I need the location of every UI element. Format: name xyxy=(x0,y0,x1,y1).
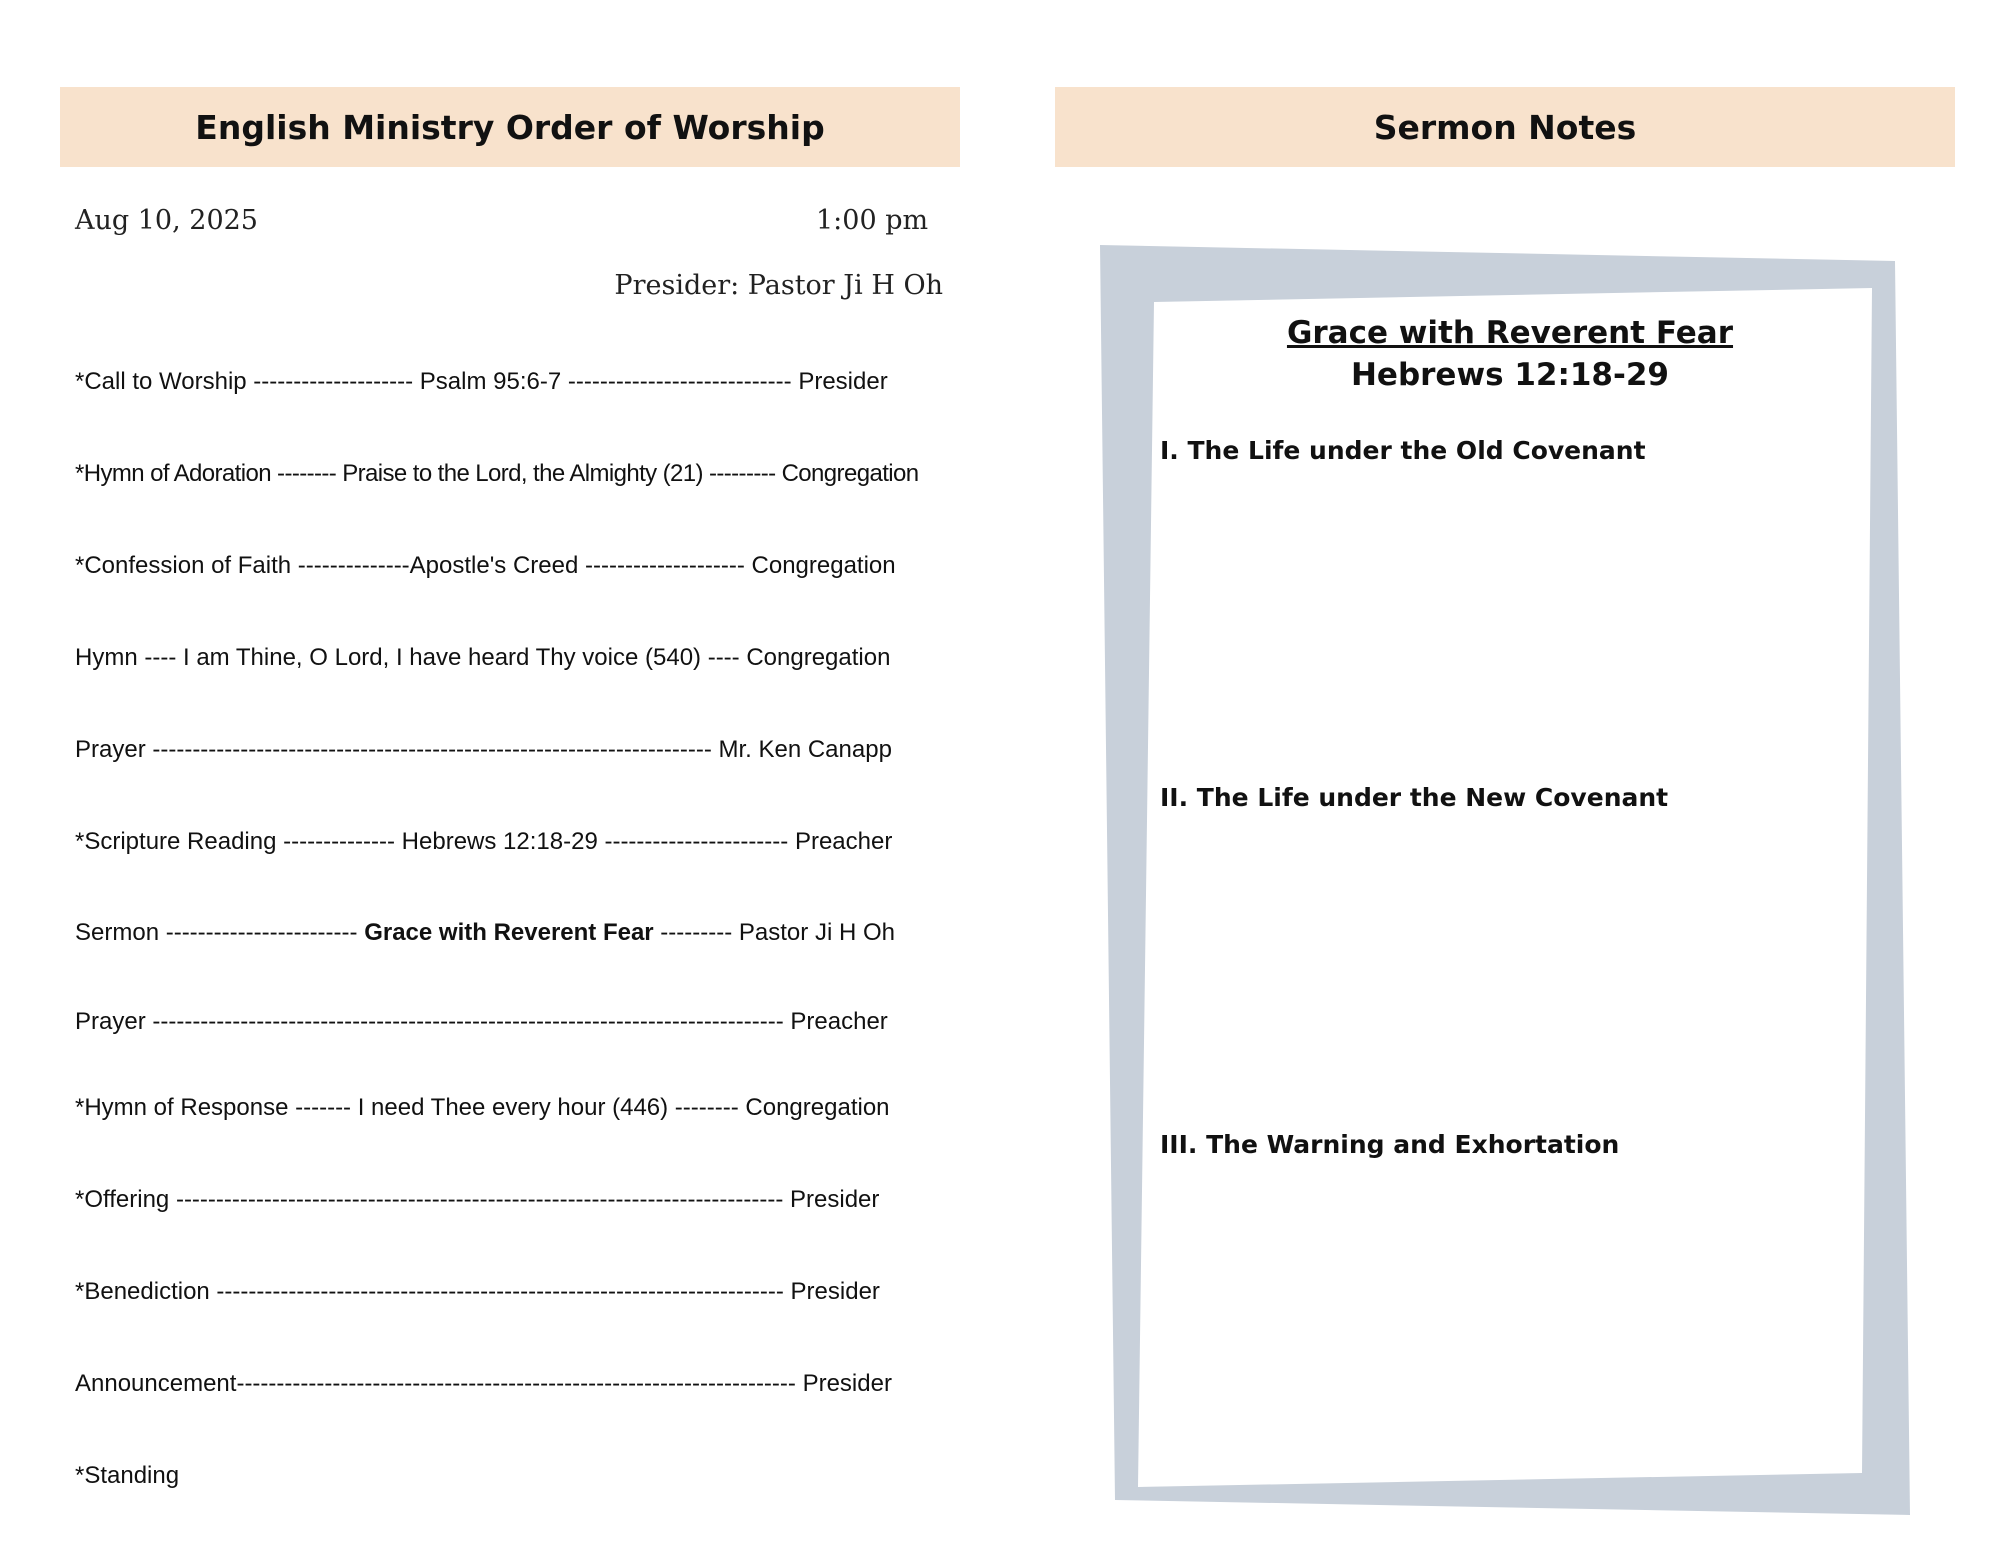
order-item-prayer xyxy=(75,736,945,764)
order-item-text: *Confession of Faith --------------Apostle's Creed -------------------- Congregation xyxy=(75,552,896,579)
sermon-title: Grace with Reverent Fear xyxy=(1286,315,1734,351)
order-item-hymn-of-response xyxy=(75,1094,945,1122)
order-item-confession-of-faith xyxy=(75,552,945,580)
sermon-point-2: II. The Life under the New Covenant xyxy=(1160,783,1669,812)
order-item-text: *Offering ---------------------------------------------------------------------------- Presider xyxy=(75,1186,880,1213)
order-item-text: Prayer ---------------------------------------------------------------------- Mr. Ken Canapp xyxy=(75,736,892,763)
order-item-text: *Scripture Reading -------------- Hebrews 12:18-29 ----------------------- Preacher xyxy=(75,828,893,855)
service-date: Aug 10, 2025 xyxy=(75,205,258,236)
service-time: 1:00 pm xyxy=(816,205,929,236)
order-item-text: *Hymn of Response ------- I need Thee every hour (446) -------- Congregation xyxy=(75,1094,890,1121)
order-item-hymn xyxy=(75,644,945,672)
sermon-suffix: --------- Pastor Ji H Oh xyxy=(653,919,895,946)
sermon-prefix: Sermon ------------------------ xyxy=(75,919,365,946)
sermon-notes-header: Sermon Notes xyxy=(1055,87,1955,167)
sermon-point-3: III. The Warning and Exhortation xyxy=(1160,1130,1620,1159)
order-item-offering xyxy=(75,1186,945,1214)
order-item-sermon xyxy=(75,919,945,947)
order-item-scripture-reading xyxy=(75,828,945,856)
order-item-text: Hymn ---- I am Thine, O Lord, I have heard Thy voice (540) ---- Congregation xyxy=(75,644,891,671)
order-item-hymn-of-adoration xyxy=(75,460,945,488)
order-item-text: *Hymn of Adoration -------- Praise to the Lord, the Almighty (21) --------- Congregation xyxy=(75,460,919,487)
order-item-text: Announcement---------------------------------------------------------------------- Presider xyxy=(75,1370,892,1397)
sermon-title-inline: Grace with Reverent Fear xyxy=(364,919,654,946)
order-item-benediction xyxy=(75,1278,945,1306)
order-item-text: *Call to Worship -------------------- Psalm 95:6-7 ---------------------------- Presider xyxy=(75,368,888,395)
sermon-point-1: I. The Life under the Old Covenant xyxy=(1160,436,1646,465)
order-item-text: Prayer ------------------------------------------------------------------------------- Preacher xyxy=(75,1008,888,1035)
sermon-scripture: Hebrews 12:18-29 xyxy=(1350,357,1670,393)
order-item-text: *Benediction ----------------------------------------------------------------------- Presider xyxy=(75,1278,880,1305)
presider-line: Presider: Pastor Ji H Oh xyxy=(614,270,943,301)
order-of-worship-header: English Ministry Order of Worship xyxy=(60,87,960,167)
order-item-prayer-2 xyxy=(75,1008,945,1036)
order-item-text: *Standing xyxy=(75,1462,180,1489)
order-item-announcement xyxy=(75,1370,945,1398)
standing-note xyxy=(75,1462,945,1490)
order-item-call-to-worship xyxy=(75,368,945,396)
